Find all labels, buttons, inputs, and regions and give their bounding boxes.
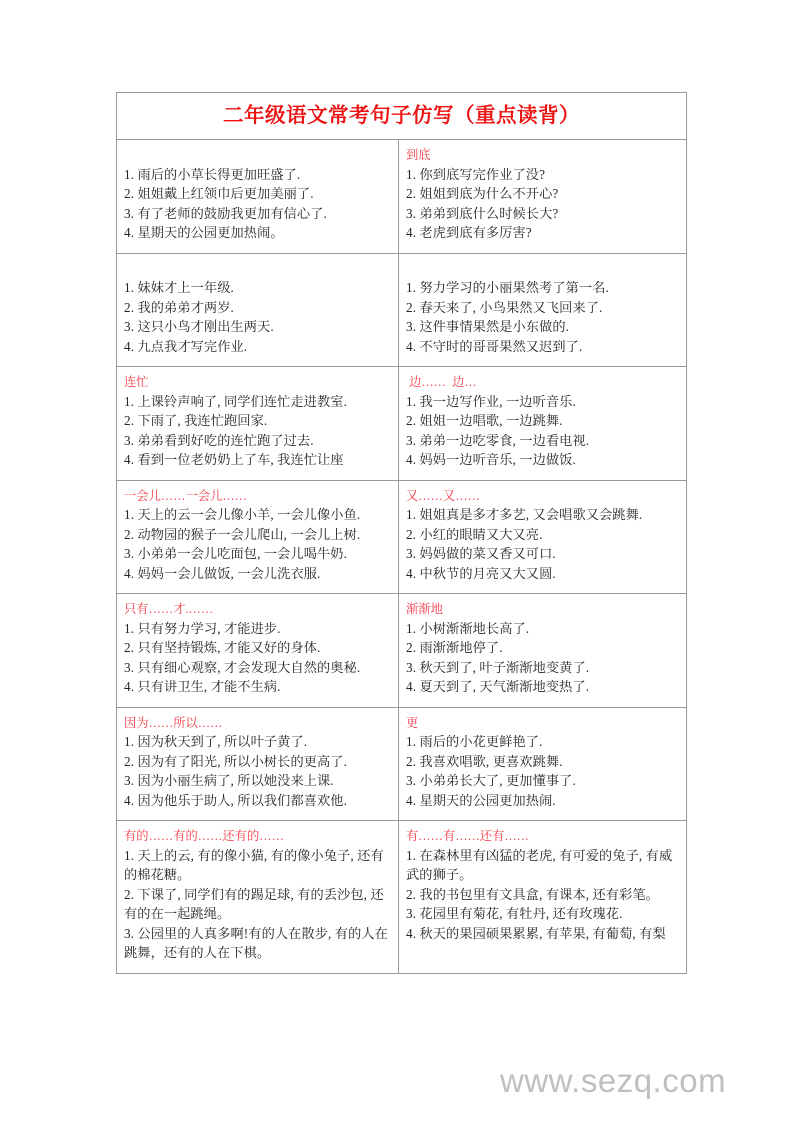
pattern-cell-right	[399, 707, 687, 821]
example-sentence: 2. 我的弟弟才两岁.	[124, 299, 234, 315]
example-sentence: 2. 我喜欢唱歌, 更喜欢跳舞.	[406, 753, 563, 769]
example-sentence: 2. 下课了, 同学们有的踢足球, 有的丢沙包, 还有的在一起跳绳。	[124, 886, 384, 921]
example-sentence: 1. 你到底写完作业了没?	[406, 166, 546, 182]
example-sentence: 4. 老虎到底有多厉害?	[406, 225, 532, 240]
example-sentence: 1. 雨后的小花更鲜艳了.	[406, 734, 543, 749]
example-sentence: 1. 我一边写作业, 一边听音乐.	[406, 393, 576, 409]
example-sentence: 4. 妈妈一边听音乐, 一边做饭.	[406, 452, 576, 467]
example-sentence: 1. 姐姐真是多才多艺, 又会唱歌又会跳舞.	[406, 507, 643, 522]
example-sentence: 2. 只有坚持锻炼, 才能又好的身体.	[124, 640, 321, 655]
pattern-cell-left	[117, 253, 399, 367]
table-row	[117, 707, 687, 821]
example-sentence: 4. 星期天的公园更加热闹。	[124, 225, 284, 240]
pattern-header: 更	[406, 715, 419, 730]
pattern-cell-right	[399, 821, 687, 974]
pattern-header: 有……有……还有……	[406, 829, 529, 843]
pattern-header: 因为……所以……	[124, 715, 223, 730]
pattern-header: 到底	[406, 148, 431, 162]
example-sentence: 1. 只有努力学习, 才能进步.	[124, 620, 281, 636]
example-sentence: 3. 因为小丽生病了, 所以她没来上课.	[124, 773, 334, 788]
page-title: 二年级语文常考句子仿写（重点读背）	[223, 103, 580, 127]
example-sentence: 3. 弟弟看到好吃的连忙跑了过去.	[124, 432, 314, 448]
example-sentence: 1. 在森林里有凶猛的老虎, 有可爱的兔子, 有威武的狮子。	[406, 847, 673, 882]
example-sentence: 3. 只有细心观察, 才会发现大自然的奥秘.	[124, 659, 361, 675]
example-sentence: 3. 弟弟到底什么时候长大?	[406, 205, 559, 221]
example-sentence: 3. 这只小鸟才刚出生两天.	[124, 319, 274, 334]
example-sentence: 3. 这件事情果然是小东做的.	[406, 319, 570, 334]
example-sentence: 2. 姐姐戴上红领巾后更加美丽了.	[124, 186, 314, 201]
example-sentence: 4. 星期天的公园更加热闹.	[406, 792, 556, 808]
example-sentence: 3. 弟弟一边吃零食, 一边看电视.	[406, 432, 590, 448]
table-row	[117, 480, 687, 594]
table-row	[117, 367, 687, 481]
pattern-cell-right	[399, 253, 687, 367]
example-sentence: 2. 下雨了, 我连忙跑回家.	[124, 413, 268, 428]
pattern-cell-left	[117, 707, 399, 821]
site-watermark: www.sezq.com	[500, 1062, 727, 1099]
example-sentence: 1. 天上的云, 有的像小猫, 有的像小兔子, 还有的棉花糖。	[124, 847, 384, 882]
pattern-cell-right	[399, 594, 687, 708]
pattern-cell-right	[399, 480, 687, 594]
example-sentence: 3. 妈妈做的菜又香又可口.	[406, 546, 556, 561]
pattern-cell-left	[117, 821, 399, 974]
example-sentence: 2. 小红的眼睛又大又亮.	[406, 526, 543, 542]
example-sentence: 2. 因为有了阳光, 所以小树长的更高了.	[124, 753, 347, 769]
pattern-cell-right	[399, 140, 687, 254]
pattern-cell-left	[117, 594, 399, 708]
example-sentence: 4. 不守时的哥哥果然又迟到了.	[406, 338, 583, 354]
example-sentence: 4. 中秋节的月亮又大又圆.	[406, 565, 556, 581]
example-sentence: 4. 因为他乐于助人, 所以我们都喜欢他.	[124, 792, 347, 808]
pattern-cell-left	[117, 140, 399, 254]
example-sentence: 4. 妈妈一会儿做饭, 一会儿洗衣服.	[124, 565, 321, 581]
example-sentence: 3. 秋天到了, 叶子渐渐地变黄了.	[406, 659, 590, 675]
example-sentence: 3. 小弟弟一会儿吃面包, 一会儿喝牛奶.	[124, 546, 347, 561]
pattern-cell-left	[117, 367, 399, 481]
pattern-cell-left	[117, 480, 399, 594]
table-body	[117, 93, 687, 974]
pattern-cell-right	[399, 367, 687, 481]
table-row	[117, 594, 687, 708]
table-row	[117, 253, 687, 367]
example-sentence: 1. 小树渐渐地长高了.	[406, 620, 530, 636]
example-sentence: 2. 雨渐渐地停了.	[406, 640, 503, 655]
pattern-header: 只有……才.……	[124, 602, 214, 616]
sentence-pattern-table	[116, 92, 687, 974]
example-sentence: 1. 上课铃声响了, 同学们连忙走进教室.	[124, 393, 347, 409]
title-cell	[117, 93, 687, 140]
pattern-header: 一会儿……一会儿……	[124, 488, 247, 503]
example-sentence: 2. 春天来了, 小鸟果然又飞回来了.	[406, 299, 603, 315]
example-sentence: 4. 只有讲卫生, 才能不生病.	[124, 679, 281, 694]
pattern-header: 有的……有的……还有的……	[124, 829, 284, 843]
example-sentence: 1. 因为秋天到了, 所以叶子黄了.	[124, 734, 308, 749]
pattern-header: 连忙	[124, 375, 149, 389]
example-sentence: 1. 努力学习的小丽果然考了第一名.	[406, 280, 609, 295]
example-sentence: 4. 夏天到了, 天气渐渐地变热了.	[406, 679, 590, 694]
example-sentence: 1. 天上的云一会儿像小羊, 一会儿像小鱼.	[124, 507, 361, 522]
title-row	[117, 93, 687, 140]
example-sentence: 2. 动物园的猴子一会儿爬山, 一会儿上树.	[124, 526, 361, 542]
pattern-header: 边…… 边…	[406, 375, 477, 389]
example-sentence: 3. 花园里有菊花, 有牡丹, 还有玫瑰花.	[406, 906, 623, 921]
example-sentence: 1. 妹妹才上一年级.	[124, 280, 234, 295]
example-sentence: 3. 有了老师的鼓励我更加有信心了.	[124, 205, 327, 221]
example-sentence: 2. 姐姐一边唱歌, 一边跳舞.	[406, 413, 563, 428]
example-sentence: 2. 我的书包里有文具盒, 有课本, 还有彩笔。	[406, 886, 659, 902]
table-row	[117, 821, 687, 974]
example-sentence: 1. 雨后的小草长得更加旺盛了.	[124, 166, 301, 182]
example-sentence: 4. 九点我才写完作业.	[124, 338, 248, 354]
example-sentence: 2. 姐姐到底为什么不开心?	[406, 186, 559, 201]
example-sentence: 4. 秋天的果园硕果累累, 有苹果, 有葡萄, 有梨	[406, 925, 666, 941]
example-sentence: 3. 公园里的人真多啊!有的人在散步, 有的人在跳舞，还有的人在下棋。	[124, 925, 388, 960]
example-sentence: 4. 看到一位老奶奶上了车, 我连忙让座	[124, 452, 344, 467]
example-sentence: 3. 小弟弟长大了, 更加懂事了.	[406, 773, 576, 788]
pattern-header: 渐渐地	[406, 602, 443, 616]
table-row	[117, 140, 687, 254]
pattern-header: 又……又……	[406, 488, 480, 503]
